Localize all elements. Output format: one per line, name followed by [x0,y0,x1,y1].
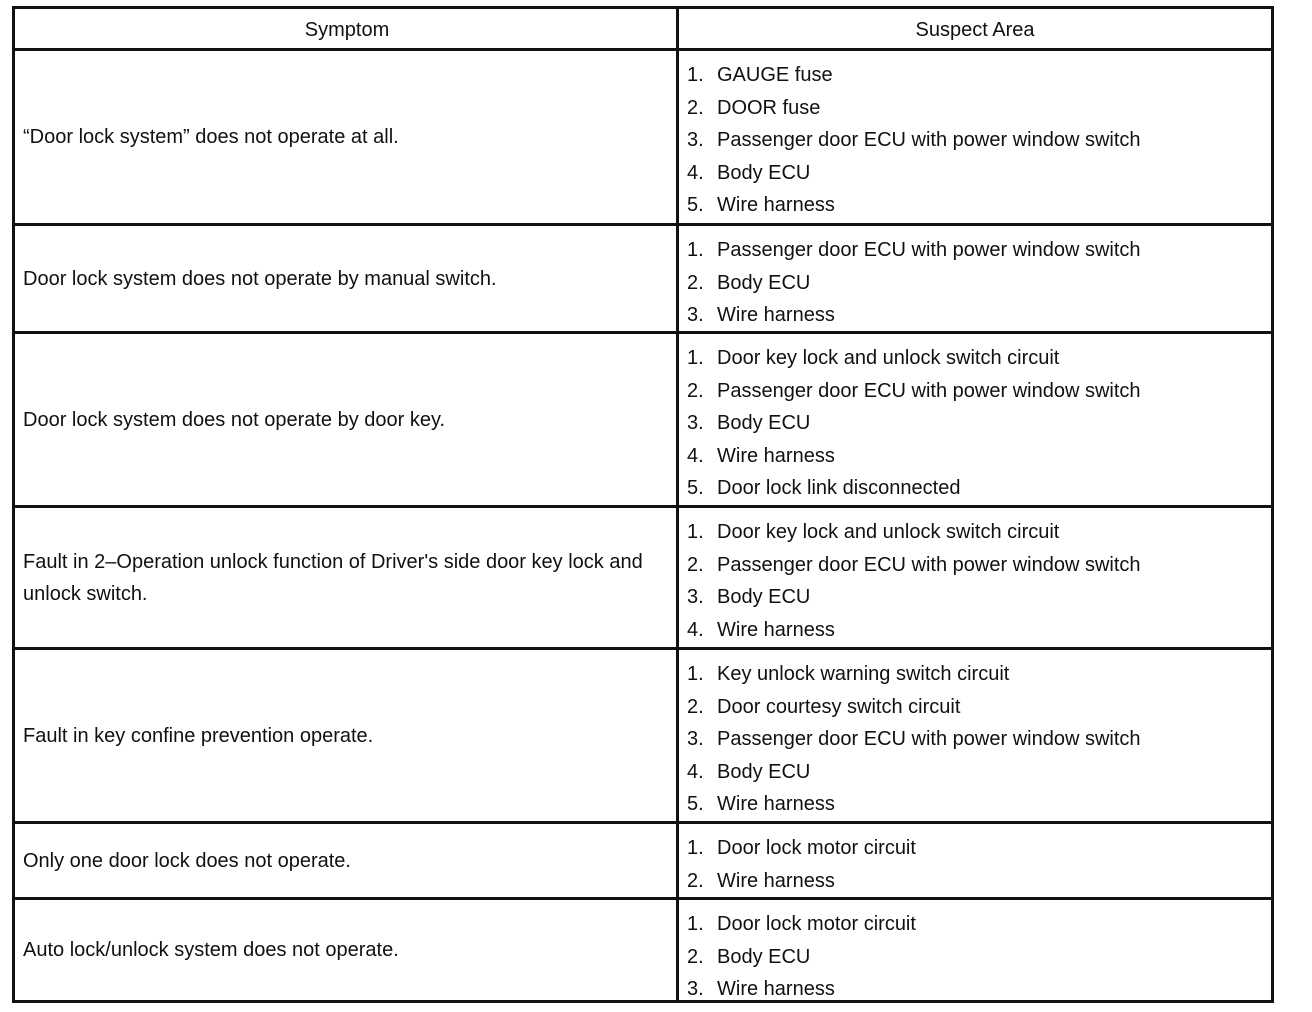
suspect-item: 4. Body ECU [687,161,811,184]
suspect-item: 1. Key unlock warning switch circuit [687,663,1010,685]
symptom-cell: Fault in 2–Operation unlock function of Driver's side door key lock and unlock switch. [23,550,643,605]
suspect-item: 2. Passenger door ECU with power window switch [687,379,1141,402]
symptom-cell: Door lock system does not operate by manual switch. [23,267,497,290]
symptom-cell: Auto lock/unlock system does not operate. [23,939,399,961]
table-header [15,9,1271,51]
symptom-cell: Door lock system does not operate by door key. [23,408,446,431]
suspect-area-cell [679,51,1271,223]
table-row [15,508,1271,650]
symptom-column-header: Symptom [304,19,390,41]
suspect-area-cell [679,226,1271,331]
suspect-item: 2. Wire harness [687,869,835,892]
suspect-item: 4. Wire harness [687,618,835,641]
suspect-area-cell [679,650,1271,821]
table-row [15,650,1271,824]
suspect-item: 2. Passenger door ECU with power window switch [687,553,1141,576]
table-row [15,900,1271,1000]
suspect-item: 5. Wire harness [687,194,835,217]
symptom-cell: “Door lock system” does not operate at all. [23,126,399,148]
suspect-item: 2. DOOR fuse [687,96,821,119]
table-row [15,226,1271,334]
table-row [15,334,1271,508]
suspect-item: 4. Body ECU [687,760,811,783]
suspect-item: 2. Body ECU [687,945,811,968]
suspect-item: 3. Wire harness [687,978,835,1001]
suspect-item: 2. Door courtesy switch circuit [687,695,961,718]
troubleshooting-table [12,6,1274,1003]
symptom-cell: Fault in key confine prevention operate. [23,724,374,747]
suspect-item: 1. Door lock motor circuit [687,913,916,935]
suspect-area-cell [679,334,1271,505]
symptom-cell: Only one door lock does not operate. [23,849,351,872]
suspect-item: 3. Body ECU [687,412,811,435]
suspect-item: 3. Passenger door ECU with power window switch [687,129,1141,152]
suspect-area-cell [679,824,1271,897]
suspect-item: 5. Door lock link disconnected [687,477,961,500]
suspect-item: 4. Wire harness [687,444,835,467]
suspect-item: 3. Body ECU [687,586,811,609]
suspect-item: 1. Passenger door ECU with power window switch [687,239,1141,261]
suspect-item: 3. Wire harness [687,304,835,327]
table-row [15,824,1271,900]
suspect-item: 2. Body ECU [687,271,811,294]
suspect-area-cell [679,508,1271,647]
suspect-item: 1. Door key lock and unlock switch circuit [687,347,1060,369]
suspect-area-cell [679,900,1271,1000]
suspect-item: 1. GAUGE fuse [687,64,833,86]
table-row [15,51,1271,226]
suspect-item: 5. Wire harness [687,793,835,816]
suspect-item: 1. Door key lock and unlock switch circuit [687,521,1060,543]
suspect-item: 1. Door lock motor circuit [687,837,916,859]
suspect-item: 3. Passenger door ECU with power window switch [687,728,1141,751]
suspect-area-column-header: Suspect Area [915,19,1035,41]
